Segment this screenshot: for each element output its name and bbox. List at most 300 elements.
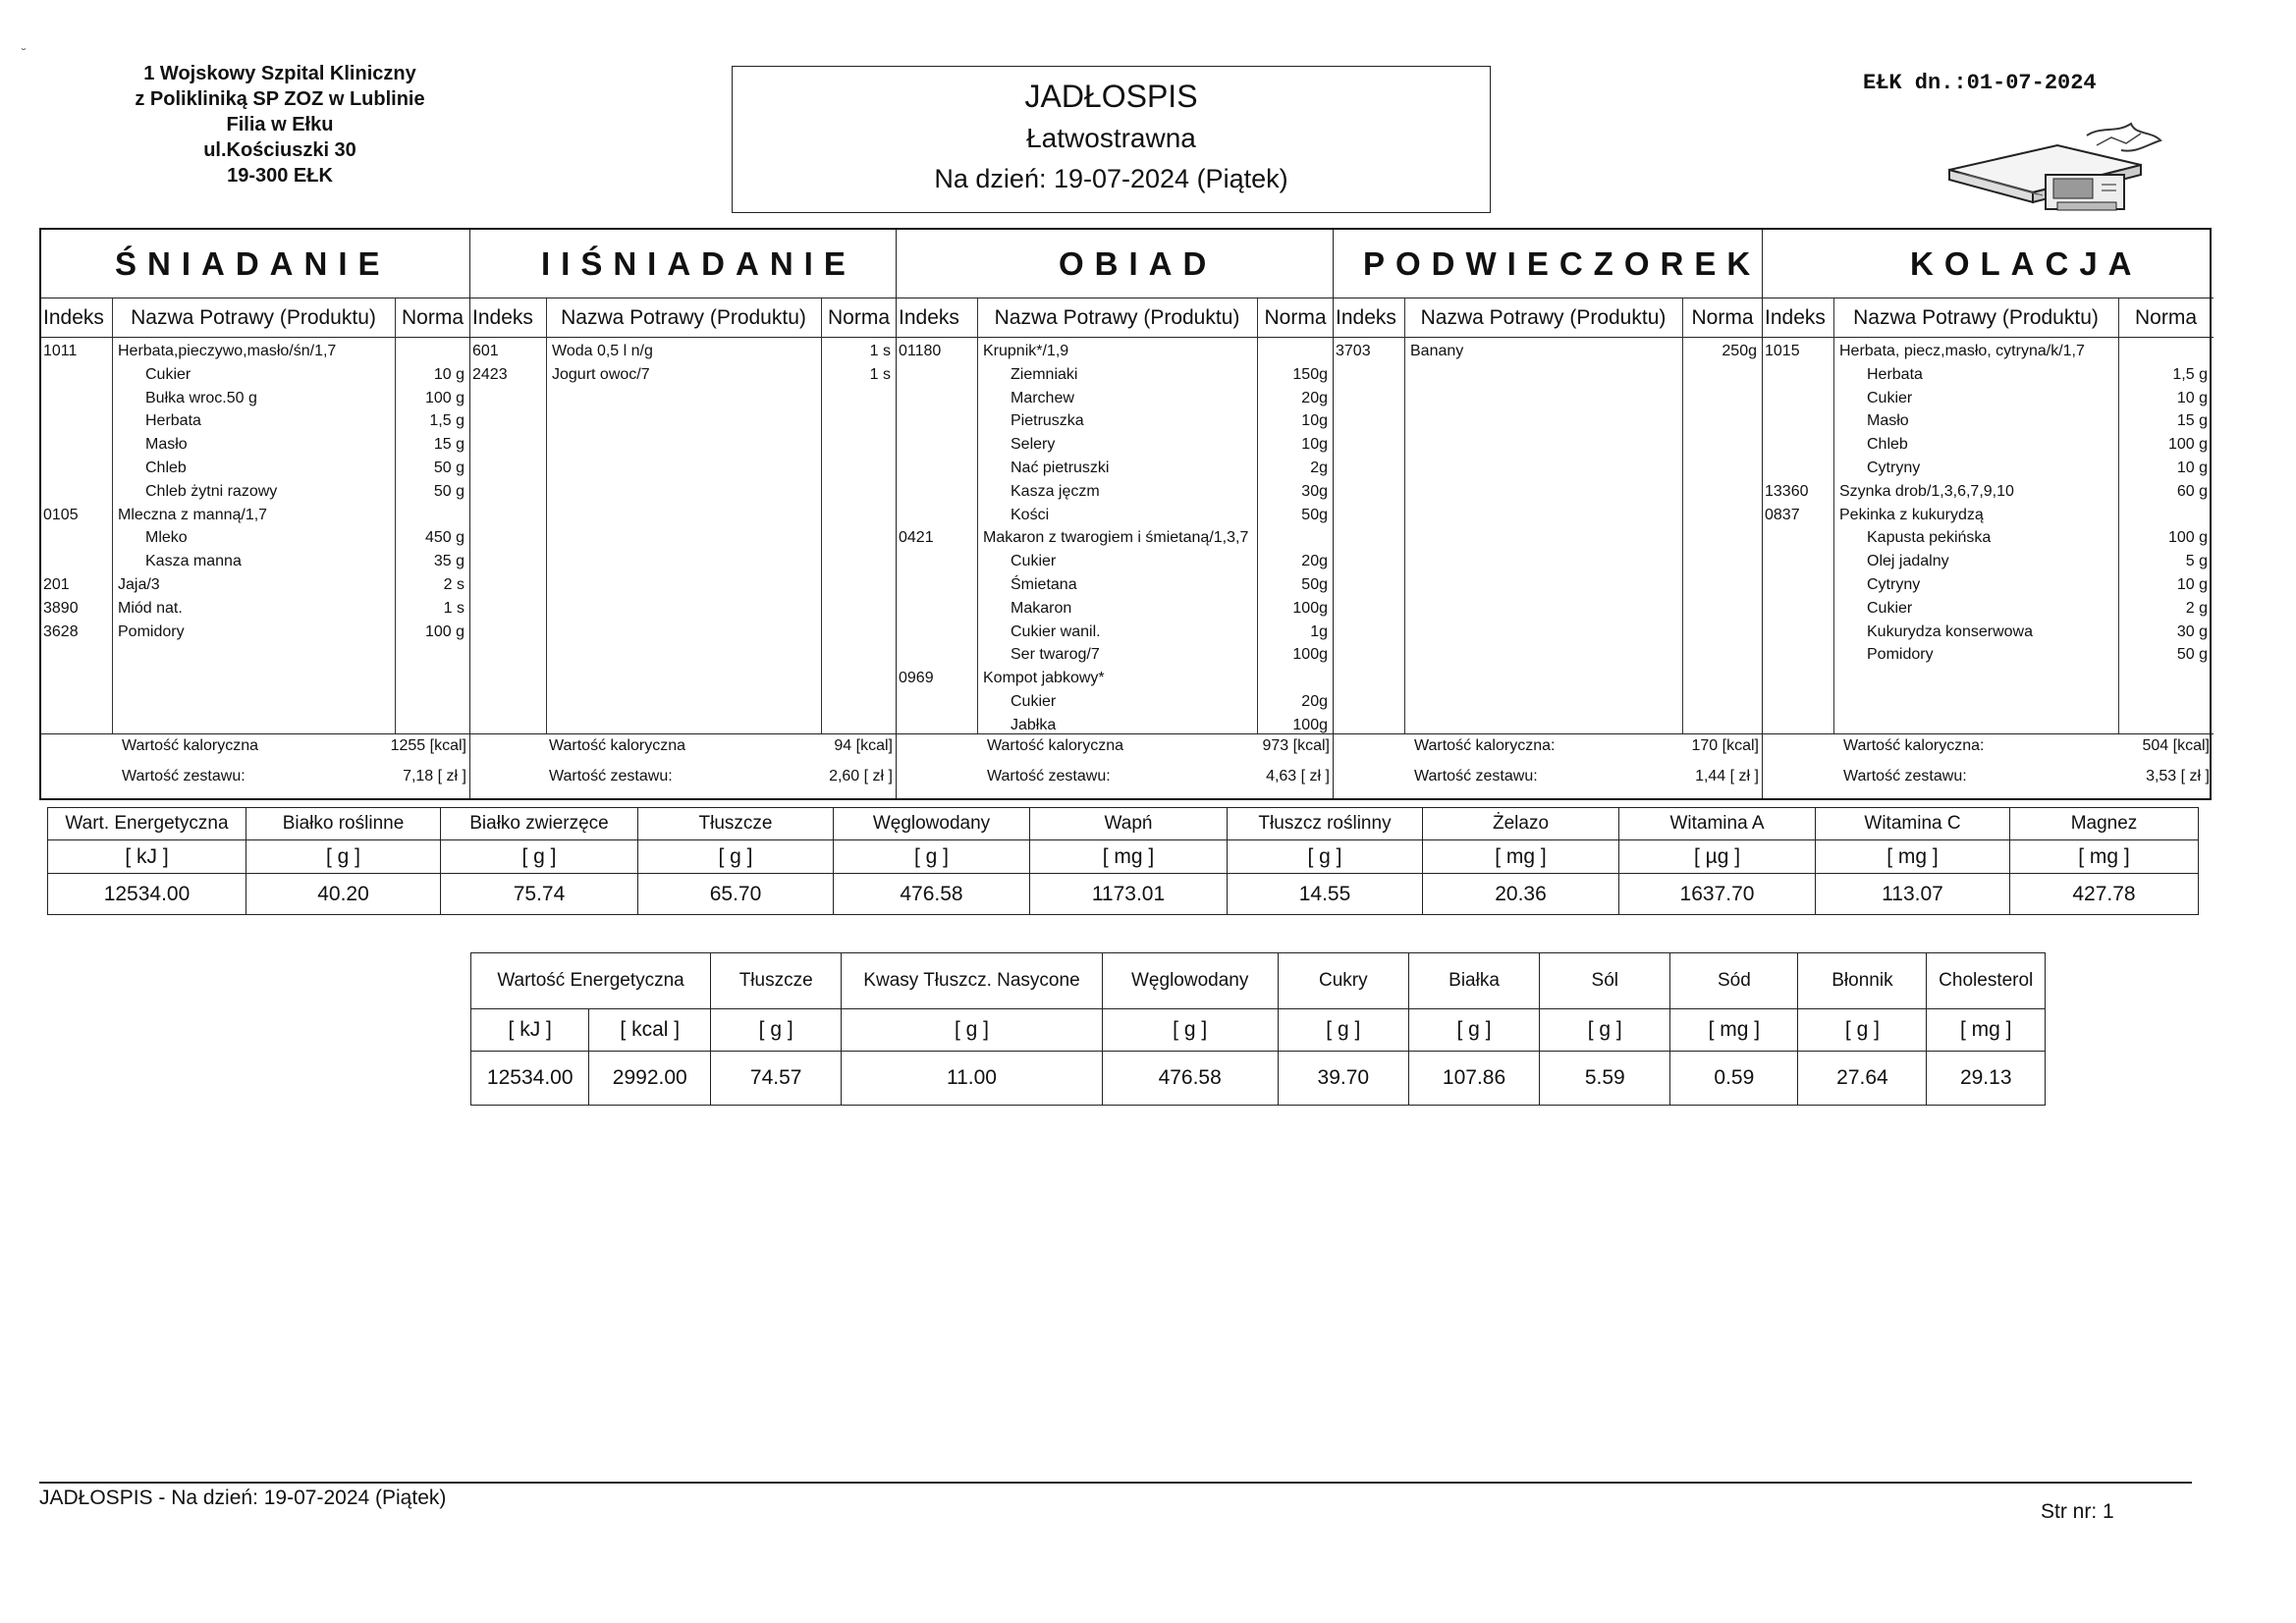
nutrient-value: 75.74 — [441, 874, 638, 915]
menu-row — [41, 363, 470, 387]
nutrient-value: 1173.01 — [1030, 874, 1228, 915]
set-cost-number: 2,60 — [829, 768, 860, 784]
ingredient-name: Cukier wanil. — [1011, 622, 1101, 640]
scan-speck: ˘ — [22, 45, 27, 61]
calorie-value-row — [1763, 734, 2214, 758]
menu-row — [1763, 597, 2214, 621]
item-norm: 50g — [1301, 576, 1328, 593]
nutrient-header: Żelazo — [1423, 808, 1619, 840]
item-index: 1015 — [1765, 343, 1800, 359]
item-norm: 50g — [1301, 506, 1328, 523]
ingredient-name: Kukurydza konserwowa — [1867, 622, 2033, 640]
calorie-value-label: Wartość kaloryczna — [987, 737, 1123, 754]
menu-row — [41, 457, 470, 480]
item-norm: 35 g — [433, 553, 465, 570]
nutrient-value: 5.59 — [1540, 1052, 1670, 1106]
item-norm: 15 g — [433, 436, 465, 454]
ingredient-name: Marchew — [1011, 389, 1074, 406]
dish-name: Jaja/3 — [118, 576, 160, 593]
menu-row — [897, 340, 1334, 363]
nutrient-header: Sól — [1540, 953, 1670, 1009]
menu-row — [897, 457, 1334, 480]
column-header-index: Indeks — [897, 298, 977, 338]
menu-row — [41, 504, 470, 527]
item-norm: 1 s — [869, 365, 891, 383]
menu-row — [41, 526, 470, 550]
set-cost-number: 1,44 — [1695, 768, 1726, 784]
set-cost — [829, 765, 893, 788]
nutrient-value: 12534.00 — [471, 1052, 589, 1106]
item-norm: 15 g — [2176, 412, 2208, 430]
set-cost — [1266, 765, 1330, 788]
item-index: 1011 — [43, 343, 78, 359]
set-cost — [1695, 765, 1759, 788]
nutrient-unit: [ g ] — [638, 840, 834, 874]
meal-title: OBIAD — [897, 230, 1333, 298]
nutrient-unit: [ g ] — [246, 840, 441, 874]
dish-name: Mleczna z manną/1,7 — [118, 506, 268, 523]
nutrient-unit: [ g ] — [834, 840, 1030, 874]
ingredient-name: Kasza manna — [145, 553, 242, 570]
item-norm: 1,5 g — [429, 412, 465, 430]
set-cost-row — [41, 765, 470, 788]
nutrient-header: Węglowodany — [834, 808, 1030, 840]
column-header-name: Nazwa Potrawy (Produktu) — [1404, 298, 1682, 338]
nutrition-table-summary — [470, 952, 2046, 1106]
nutrient-header: Sód — [1670, 953, 1798, 1009]
hospital-line: ul.Kościuszki 30 — [203, 139, 356, 161]
item-norm: 50 g — [433, 460, 465, 476]
menu-row — [41, 550, 470, 573]
item-index: 01180 — [899, 343, 942, 359]
ingredient-name: Cukier — [145, 365, 191, 383]
nutrient-value: 27.64 — [1798, 1052, 1927, 1106]
set-cost-number: 4,63 — [1266, 768, 1297, 784]
item-norm: 1 s — [443, 599, 465, 617]
item-norm: 10 g — [433, 365, 465, 383]
nutrient-unit: [ mg ] — [1423, 840, 1619, 874]
nutrient-header: Cholesterol — [1927, 953, 2046, 1009]
item-norm: 10g — [1301, 436, 1328, 454]
set-cost-unit: [ zł ] — [863, 768, 893, 784]
calorie-value-row — [1334, 734, 1763, 758]
ingredient-name: Cukier — [1867, 599, 1913, 617]
dish-name: Jogurt owoc/7 — [552, 365, 650, 383]
menu-row — [897, 667, 1334, 690]
nutrient-unit: [ g ] — [1798, 1009, 1927, 1052]
ingredient-name: Bułka wroc.50 g — [145, 389, 257, 406]
calorie-value — [1263, 734, 1331, 758]
meal-section-2 — [897, 230, 1334, 798]
nutrient-header: Witamina C — [1816, 808, 2010, 840]
nutrient-header: Białko zwierzęce — [441, 808, 638, 840]
ingredient-name: Cukier — [1867, 389, 1913, 406]
menu-row — [41, 621, 470, 644]
nutrient-unit: [ g ] — [1278, 1009, 1408, 1052]
item-norm: 100g — [1292, 646, 1328, 664]
footer-date: JADŁOSPIS - Na dzień: 19-07-2024 (Piątek) — [39, 1487, 447, 1509]
hospital-address — [88, 61, 471, 189]
calorie-value-number: 1255 — [390, 737, 426, 754]
item-norm: 100 g — [2167, 529, 2208, 547]
menu-row — [897, 597, 1334, 621]
set-cost-row — [470, 765, 897, 788]
meal-title: KOLACJA — [1763, 230, 2214, 298]
nutrient-header: Tłuszcze — [711, 953, 842, 1009]
dish-name: Makaron z twarogiem i śmietaną/1,3,7 — [983, 529, 1249, 547]
item-norm: 60 g — [2176, 482, 2208, 500]
nutrient-unit: [ kJ ] — [471, 1009, 589, 1052]
nutrient-value: 39.70 — [1278, 1052, 1408, 1106]
nutrient-unit: [ kJ ] — [48, 840, 246, 874]
nutrient-unit: [ µg ] — [1619, 840, 1816, 874]
hospital-line: 19-300 EŁK — [227, 165, 333, 187]
menu-row — [1763, 409, 2214, 433]
menu-row — [1763, 340, 2214, 363]
item-index: 3890 — [43, 599, 79, 617]
calorie-value-label: Wartość kaloryczna: — [1843, 737, 1985, 754]
item-index: 0105 — [43, 506, 79, 523]
calorie-value — [391, 734, 466, 758]
meal-title: IIŚNIADANIE — [470, 230, 896, 298]
book-computer-illustration — [1940, 116, 2170, 219]
dish-name: Miód nat. — [118, 599, 183, 617]
column-header-index: Indeks — [1334, 298, 1404, 338]
dish-name: Szynka drob/1,3,6,7,9,10 — [1839, 482, 2014, 500]
calorie-value-label: Wartość kaloryczna — [122, 737, 258, 754]
menu-row — [41, 387, 470, 410]
set-cost-row — [1334, 765, 1763, 788]
nutrient-value: 20.36 — [1423, 874, 1619, 915]
item-index: 601 — [472, 343, 499, 359]
item-norm: 5 g — [2185, 553, 2208, 570]
nutrient-value: 65.70 — [638, 874, 834, 915]
nutrient-value: 74.57 — [711, 1052, 842, 1106]
column-divider — [1682, 298, 1683, 734]
calorie-value — [1692, 734, 1760, 758]
item-norm: 100g — [1292, 599, 1328, 617]
calorie-value-number: 504 — [2142, 737, 2169, 754]
nutrient-header: Białko roślinne — [246, 808, 441, 840]
ingredient-name: Kasza jęczm — [1011, 482, 1100, 500]
menu-row — [1763, 480, 2214, 504]
calorie-value-unit: [kcal] — [429, 737, 466, 754]
meal-section-1 — [470, 230, 897, 798]
menu-date: Na dzień: 19-07-2024 (Piątek) — [934, 164, 1288, 193]
set-cost-row — [1763, 765, 2214, 788]
calorie-value-unit: [kcal] — [1722, 737, 1759, 754]
menu-row — [1763, 550, 2214, 573]
menu-row — [897, 433, 1334, 457]
menu-row — [897, 643, 1334, 667]
set-cost — [403, 765, 466, 788]
menu-row — [1763, 457, 2214, 480]
ingredient-name: Kości — [1011, 506, 1050, 523]
item-index: 3703 — [1336, 343, 1371, 359]
menu-row — [897, 690, 1334, 714]
hospital-line: z Polikliniką SP ZOZ w Lublinie — [135, 88, 425, 110]
ingredient-name: Pietruszka — [1011, 412, 1084, 430]
dish-name: Banany — [1410, 343, 1464, 359]
nutrient-header: Wartość Energetyczna — [471, 953, 711, 1009]
nutrient-value: 476.58 — [834, 874, 1030, 915]
item-index: 13360 — [1765, 482, 1809, 500]
ingredient-name: Chleb — [145, 460, 187, 476]
column-header-index: Indeks — [1763, 298, 1833, 338]
column-header-name: Nazwa Potrawy (Produktu) — [977, 298, 1257, 338]
menu-row — [1763, 504, 2214, 527]
title-box — [732, 66, 1491, 213]
item-norm: 150g — [1292, 365, 1328, 383]
item-norm: 20g — [1301, 389, 1328, 406]
nutrient-value: 427.78 — [2010, 874, 2199, 915]
item-norm: 10 g — [2176, 576, 2208, 593]
menu-row — [41, 480, 470, 504]
meal-section-3 — [1334, 230, 1763, 798]
nutrient-unit: [ g ] — [441, 840, 638, 874]
item-index: 3628 — [43, 622, 79, 640]
menu-row — [897, 409, 1334, 433]
nutrient-value: 1637.70 — [1619, 874, 1816, 915]
set-cost-row — [897, 765, 1334, 788]
set-cost-unit: [ zł ] — [1729, 768, 1759, 784]
nutrient-value: 11.00 — [842, 1052, 1102, 1106]
nutrient-value: 40.20 — [246, 874, 441, 915]
document-title: JADŁOSPIS — [1024, 79, 1198, 114]
calorie-value-label: Wartość kaloryczna — [549, 737, 685, 754]
item-norm: 10 g — [2176, 389, 2208, 406]
calorie-value-row — [897, 734, 1334, 758]
nutrient-value: 2992.00 — [589, 1052, 711, 1106]
calorie-value-number: 170 — [1691, 737, 1719, 754]
nutrition-table-daily — [47, 807, 2199, 915]
set-cost-label: Wartość zestawu: — [1414, 768, 1538, 784]
menu-row — [41, 597, 470, 621]
dish-name: Pomidory — [118, 622, 185, 640]
item-norm: 100g — [1292, 716, 1328, 733]
item-index: 0837 — [1765, 506, 1800, 523]
menu-row — [1763, 643, 2214, 667]
menu-row — [41, 433, 470, 457]
ingredient-name: Ziemniaki — [1011, 365, 1078, 383]
item-index: 201 — [43, 576, 70, 593]
item-norm: 1,5 g — [2172, 365, 2208, 383]
nutrient-header: Wart. Energetyczna — [48, 808, 246, 840]
nutrient-unit: [ mg ] — [1816, 840, 2010, 874]
ingredient-name: Makaron — [1011, 599, 1072, 617]
calorie-value-row — [41, 734, 470, 758]
nutrient-header: Witamina A — [1619, 808, 1816, 840]
menu-row — [897, 573, 1334, 597]
ingredient-name: Masło — [1867, 412, 1909, 430]
nutrient-header: Tłuszcze — [638, 808, 834, 840]
item-norm: 250g — [1722, 343, 1757, 359]
nutrient-unit: [ mg ] — [1030, 840, 1228, 874]
issue-date: EŁK dn.:01-07-2024 — [1863, 71, 2097, 95]
calorie-value — [834, 734, 893, 758]
column-header-index: Indeks — [41, 298, 112, 338]
nutrient-header: Tłuszcz roślinny — [1228, 808, 1423, 840]
nutrient-unit: [ kcal ] — [589, 1009, 711, 1052]
meal-section-4 — [1763, 230, 2214, 798]
menu-row — [1763, 573, 2214, 597]
ingredient-name: Chleb żytni razowy — [145, 482, 278, 500]
nutrient-header: Magnez — [2010, 808, 2199, 840]
item-norm: 20g — [1301, 693, 1328, 710]
calorie-value-number: 94 — [834, 737, 852, 754]
dish-name: Kompot jabkowy* — [983, 670, 1105, 687]
ingredient-name: Pomidory — [1867, 646, 1934, 664]
ingredient-name: Cytryny — [1867, 576, 1921, 593]
hospital-line: Filia w Ełku — [226, 114, 334, 135]
set-cost-number: 3,53 — [2146, 768, 2177, 784]
menu-row — [897, 526, 1334, 550]
meal-title: PODWIECZOREK — [1334, 230, 1762, 298]
nutrient-unit: [ mg ] — [1670, 1009, 1798, 1052]
dish-name: Herbata, piecz,masło, cytryna/k/1,7 — [1839, 343, 2085, 359]
item-index: 0421 — [899, 529, 934, 547]
ingredient-name: Chleb — [1867, 436, 1908, 454]
menu-row — [1763, 526, 2214, 550]
dish-name: Pekinka z kukurydzą — [1839, 506, 1984, 523]
item-norm: 10g — [1301, 412, 1328, 430]
nutrient-value: 476.58 — [1102, 1052, 1278, 1106]
ingredient-name: Nać pietruszki — [1011, 460, 1110, 476]
nutrient-unit: [ g ] — [842, 1009, 1102, 1052]
ingredient-name: Jabłka — [1011, 716, 1057, 733]
nutrient-header: Białka — [1408, 953, 1539, 1009]
nutrient-header: Węglowodany — [1102, 953, 1278, 1009]
item-norm: 450 g — [424, 529, 465, 547]
item-norm: 10 g — [2176, 460, 2208, 476]
ingredient-name: Herbata — [1867, 365, 1923, 383]
item-norm: 100 g — [424, 389, 465, 406]
nutrient-unit: [ g ] — [1540, 1009, 1670, 1052]
ingredient-name: Mleko — [145, 529, 188, 547]
item-norm: 30 g — [2176, 622, 2208, 640]
nutrient-value: 29.13 — [1927, 1052, 2046, 1106]
set-cost-unit: [ zł ] — [1300, 768, 1330, 784]
item-norm: 1g — [1310, 622, 1328, 640]
item-index: 0969 — [899, 670, 934, 687]
set-cost-label: Wartość zestawu: — [122, 768, 246, 784]
nutrient-header: Wapń — [1030, 808, 1228, 840]
calorie-value-number: 973 — [1262, 737, 1289, 754]
menu-row — [897, 504, 1334, 527]
menu-row — [897, 480, 1334, 504]
ingredient-name: Cytryny — [1867, 460, 1921, 476]
calorie-value-unit: [kcal] — [855, 737, 893, 754]
menu-row — [1334, 340, 1763, 363]
ingredient-name: Cukier — [1011, 553, 1057, 570]
ingredient-name: Cukier — [1011, 693, 1057, 710]
menu-row — [41, 573, 470, 597]
meal-title: ŚNIADANIE — [41, 230, 469, 298]
ingredient-name: Kapusta pekińska — [1867, 529, 1992, 547]
set-cost-unit: [ zł ] — [2180, 768, 2210, 784]
column-header-name: Nazwa Potrawy (Produktu) — [112, 298, 395, 338]
set-cost-number: 7,18 — [403, 768, 434, 784]
nutrient-header: Błonnik — [1798, 953, 1927, 1009]
column-header-norm: Norma — [1257, 298, 1334, 338]
ingredient-name: Śmietana — [1011, 576, 1077, 593]
column-header-name: Nazwa Potrawy (Produktu) — [1833, 298, 2118, 338]
menu-row — [470, 363, 897, 387]
set-cost-label: Wartość zestawu: — [549, 768, 673, 784]
nutrient-value: 0.59 — [1670, 1052, 1798, 1106]
menu-row — [1763, 363, 2214, 387]
menu-row — [1763, 433, 2214, 457]
calorie-value — [2143, 734, 2211, 758]
item-norm: 50 g — [433, 482, 465, 500]
calorie-value-row — [470, 734, 897, 758]
menu-row — [897, 363, 1334, 387]
footer-divider — [39, 1482, 2192, 1484]
menu-row — [897, 387, 1334, 410]
column-header-norm: Norma — [1682, 298, 1763, 338]
item-norm: 2 s — [443, 576, 465, 593]
item-norm: 50 g — [2176, 646, 2208, 664]
column-header-norm: Norma — [395, 298, 470, 338]
calorie-value-unit: [kcal] — [1292, 737, 1330, 754]
menu-row — [897, 550, 1334, 573]
dish-name: Woda 0,5 l n/g — [552, 343, 653, 359]
item-norm: 100 g — [2167, 436, 2208, 454]
item-norm: 100 g — [424, 622, 465, 640]
menu-row — [897, 621, 1334, 644]
column-header-name: Nazwa Potrawy (Produktu) — [546, 298, 821, 338]
ingredient-name: Herbata — [145, 412, 201, 430]
item-norm: 1 s — [869, 343, 891, 359]
nutrient-unit: [ mg ] — [2010, 840, 2199, 874]
nutrient-unit: [ g ] — [711, 1009, 842, 1052]
column-divider — [1404, 298, 1405, 734]
ingredient-name: Selery — [1011, 436, 1056, 454]
nutrient-unit: [ g ] — [1408, 1009, 1539, 1052]
dish-name: Krupnik*/1,9 — [983, 343, 1069, 359]
page-number: Str nr: 1 — [2041, 1500, 2114, 1523]
meal-section-0 — [41, 230, 470, 798]
nutrient-value: 113.07 — [1816, 874, 2010, 915]
item-norm: 2g — [1310, 460, 1328, 476]
menu-row — [1763, 621, 2214, 644]
nutrient-header: Kwasy Tłuszcz. Nasycone — [842, 953, 1102, 1009]
column-header-norm: Norma — [821, 298, 897, 338]
hospital-line: 1 Wojskowy Szpital Kliniczny — [143, 63, 416, 84]
nutrient-unit: [ mg ] — [1927, 1009, 2046, 1052]
nutrient-header: Cukry — [1278, 953, 1408, 1009]
item-norm: 30g — [1301, 482, 1328, 500]
diet-name: Łatwostrawna — [1026, 123, 1196, 153]
set-cost-label: Wartość zestawu: — [1843, 768, 1967, 784]
dish-name: Herbata,pieczywo,masło/śn/1,7 — [118, 343, 337, 359]
nutrient-unit: [ g ] — [1228, 840, 1423, 874]
menu-row — [470, 340, 897, 363]
ingredient-name: Ser twarog/7 — [1011, 646, 1100, 664]
menu-row — [41, 340, 470, 363]
column-header-norm: Norma — [2118, 298, 2214, 338]
column-header-index: Indeks — [470, 298, 546, 338]
set-cost-label: Wartość zestawu: — [987, 768, 1111, 784]
ingredient-name: Olej jadalny — [1867, 553, 1949, 570]
menu-row — [1763, 387, 2214, 410]
item-index: 2423 — [472, 365, 508, 383]
menu-table — [39, 228, 2212, 800]
nutrient-value: 107.86 — [1408, 1052, 1539, 1106]
nutrient-value: 14.55 — [1228, 874, 1423, 915]
ingredient-name: Masło — [145, 436, 188, 454]
calorie-value-unit: [kcal] — [2172, 737, 2210, 754]
